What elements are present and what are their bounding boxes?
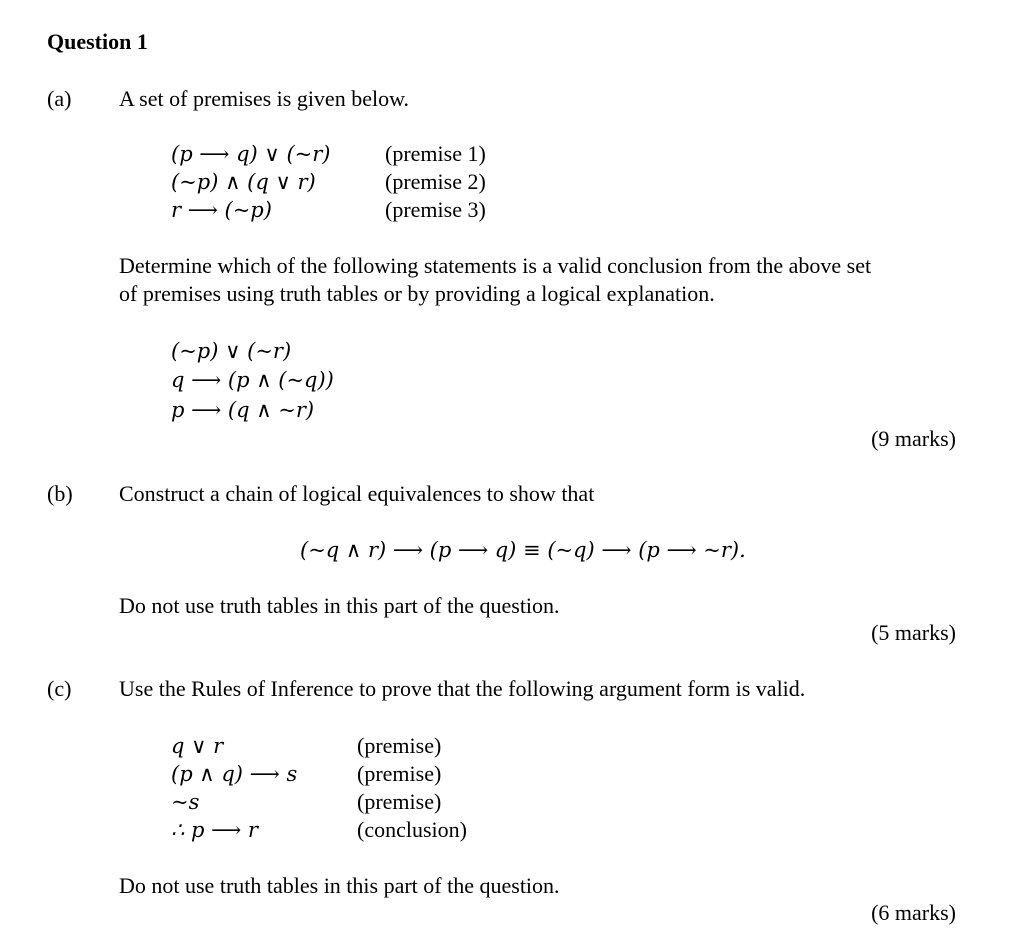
- argument-2-tag: (premise): [357, 761, 442, 786]
- statement-1: (~p) ∨ (~r): [171, 339, 292, 363]
- part-b-note: Do not use truth tables in this part of the question.: [119, 593, 560, 618]
- premise-2-tag: (premise 2): [385, 169, 486, 194]
- premise-1-expr: (p ⟶ q) ∨ (~r): [171, 142, 331, 166]
- argument-3-expr: ~s: [171, 790, 200, 814]
- premise-2-expr: (~p) ∧ (q ∨ r): [171, 170, 316, 194]
- part-a-label: (a): [47, 86, 72, 111]
- part-c-note: Do not use truth tables in this part of the question.: [119, 873, 560, 898]
- part-a-marks: (9 marks): [871, 426, 956, 451]
- part-b-label: (b): [47, 481, 73, 506]
- part-a-instruction-line1: Determine which of the following statements is a valid conclusion from the above set: [119, 253, 872, 278]
- part-c-marks: (6 marks): [871, 900, 956, 925]
- statement-3: p ⟶ (q ∧ ~r): [171, 398, 315, 422]
- question-title: Question 1: [47, 29, 148, 54]
- part-b-marks: (5 marks): [871, 620, 956, 645]
- part-a-intro: A set of premises is given below.: [119, 86, 410, 111]
- part-a-instruction-line2: of premises using truth tables or by providing a logical explanation.: [119, 281, 715, 306]
- argument-1-expr: q ∨ r: [171, 734, 224, 758]
- premise-3-tag: (premise 3): [385, 197, 486, 222]
- part-b-equivalence: (~q ∧ r) ⟶ (p ⟶ q) ≡ (~q) ⟶ (p ⟶ ~r).: [300, 538, 746, 562]
- part-c-intro: Use the Rules of Inference to prove that the following argument form is valid.: [119, 676, 806, 701]
- argument-conclusion-tag: (conclusion): [357, 817, 467, 842]
- argument-conclusion-expr: ∴ p ⟶ r: [171, 818, 258, 842]
- argument-1-tag: (premise): [357, 733, 442, 758]
- argument-2-expr: (p ∧ q) ⟶ s: [171, 762, 298, 786]
- premise-3-expr: r ⟶ (~p): [171, 198, 272, 222]
- statement-2: q ⟶ (p ∧ (~q)): [171, 368, 334, 392]
- part-b-intro: Construct a chain of logical equivalences to show that: [119, 481, 595, 506]
- argument-3-tag: (premise): [357, 789, 442, 814]
- premise-1-tag: (premise 1): [385, 141, 486, 166]
- part-c-label: (c): [47, 676, 72, 701]
